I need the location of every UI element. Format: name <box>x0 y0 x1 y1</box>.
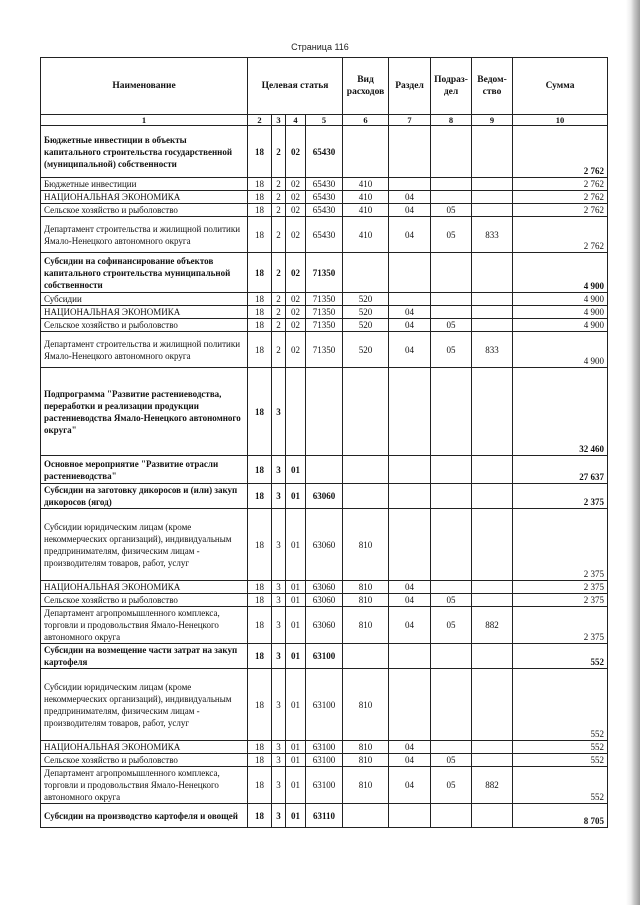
cell-razdel <box>389 509 431 581</box>
index-cell: 1 <box>41 115 248 126</box>
cell-c1: 18 <box>248 293 272 306</box>
cell-name: Департамент строительства и жилищной политики Ямало-Ненецкого автономного округа <box>41 217 248 253</box>
cell-name: Департамент агропромышленного комплекса, торговли и продовольствия Ямало-Ненецкого автономного округа <box>41 767 248 804</box>
cell-podrazdel <box>431 741 472 754</box>
cell-sum: 2 762 <box>513 204 608 217</box>
cell-razdel <box>389 804 431 828</box>
cell-name: Субсидии на заготовку дикоросов и (или) закуп дикоросов (ягод) <box>41 484 248 509</box>
cell-razdel: 04 <box>389 306 431 319</box>
table-row <box>41 178 608 191</box>
cell-c1: 18 <box>248 191 272 204</box>
cell-ved <box>472 741 513 754</box>
table-body <box>41 126 608 828</box>
header-name: Наименование <box>41 58 248 115</box>
cell-razdel: 04 <box>389 217 431 253</box>
cell-ved <box>472 368 513 456</box>
cell-podrazdel <box>431 509 472 581</box>
cell-c3: 02 <box>286 191 306 204</box>
cell-razdel: 04 <box>389 607 431 644</box>
index-row <box>41 115 608 126</box>
cell-c2: 3 <box>272 456 286 484</box>
cell-razdel: 04 <box>389 581 431 594</box>
cell-vid: 520 <box>343 332 389 368</box>
cell-razdel <box>389 293 431 306</box>
cell-podrazdel: 05 <box>431 594 472 607</box>
cell-name: Субсидии на возмещение части затрат на закуп картофеля <box>41 644 248 669</box>
cell-ved <box>472 178 513 191</box>
cell-vid: 410 <box>343 191 389 204</box>
cell-c3: 01 <box>286 607 306 644</box>
cell-c2: 2 <box>272 126 286 178</box>
cell-c1: 18 <box>248 306 272 319</box>
table-row <box>41 204 608 217</box>
cell-c2: 2 <box>272 217 286 253</box>
cell-c3: 02 <box>286 306 306 319</box>
cell-c4: 71350 <box>306 293 343 306</box>
cell-c3: 02 <box>286 217 306 253</box>
cell-name: Субсидии юридическим лицам (кроме некоммерческих организаций), индивидуальным предпринимателям, физическим лицам - производителям товаров, работ, услуг <box>41 669 248 741</box>
cell-ved <box>472 754 513 767</box>
cell-name: Департамент агропромышленного комплекса, торговли и продовольствия Ямало-Ненецкого автономного округа <box>41 607 248 644</box>
table-row <box>41 509 608 581</box>
cell-podrazdel: 05 <box>431 754 472 767</box>
cell-ved <box>472 253 513 293</box>
table-row <box>41 581 608 594</box>
cell-c4: 71350 <box>306 332 343 368</box>
cell-razdel <box>389 178 431 191</box>
cell-c2: 3 <box>272 754 286 767</box>
cell-razdel <box>389 456 431 484</box>
cell-razdel: 04 <box>389 204 431 217</box>
cell-c2: 3 <box>272 669 286 741</box>
cell-ved <box>472 306 513 319</box>
cell-podrazdel <box>431 126 472 178</box>
cell-c1: 18 <box>248 217 272 253</box>
cell-name: НАЦИОНАЛЬНАЯ ЭКОНОМИКА <box>41 581 248 594</box>
cell-podrazdel: 05 <box>431 607 472 644</box>
cell-c1: 18 <box>248 607 272 644</box>
cell-vid: 410 <box>343 178 389 191</box>
cell-name: Бюджетные инвестиции в объекты капитального строительства государственной (муниципальной) собственности <box>41 126 248 178</box>
cell-c4: 63060 <box>306 607 343 644</box>
cell-ved <box>472 456 513 484</box>
cell-c4: 63100 <box>306 767 343 804</box>
cell-name: НАЦИОНАЛЬНАЯ ЭКОНОМИКА <box>41 191 248 204</box>
cell-c3: 01 <box>286 484 306 509</box>
cell-c2: 2 <box>272 319 286 332</box>
cell-c4: 63060 <box>306 581 343 594</box>
cell-c2: 3 <box>272 368 286 456</box>
header-vedomstvo: Ведом-ство <box>472 58 513 115</box>
cell-c2: 2 <box>272 306 286 319</box>
cell-sum: 32 460 <box>513 368 608 456</box>
cell-sum: 552 <box>513 754 608 767</box>
header-row <box>41 58 608 115</box>
cell-sum: 2 762 <box>513 217 608 253</box>
cell-vid <box>343 126 389 178</box>
cell-name: Департамент строительства и жилищной политики Ямало-Ненецкого автономного округа <box>41 332 248 368</box>
cell-podrazdel <box>431 368 472 456</box>
cell-c3: 01 <box>286 581 306 594</box>
cell-c1: 18 <box>248 804 272 828</box>
cell-c3: 01 <box>286 509 306 581</box>
cell-podrazdel <box>431 293 472 306</box>
table-row <box>41 368 608 456</box>
cell-ved <box>472 204 513 217</box>
table-row <box>41 306 608 319</box>
cell-c2: 2 <box>272 253 286 293</box>
cell-c3: 02 <box>286 332 306 368</box>
cell-name: Сельское хозяйство и рыболовство <box>41 754 248 767</box>
table-row <box>41 669 608 741</box>
cell-c2: 2 <box>272 178 286 191</box>
cell-razdel <box>389 126 431 178</box>
cell-name: Сельское хозяйство и рыболовство <box>41 594 248 607</box>
cell-c1: 18 <box>248 204 272 217</box>
cell-vid: 810 <box>343 607 389 644</box>
cell-name: Субсидии юридическим лицам (кроме некоммерческих организаций), индивидуальным предпринимателям, физическим лицам - производителям товаров, работ, услуг <box>41 509 248 581</box>
cell-c1: 18 <box>248 178 272 191</box>
cell-c1: 18 <box>248 594 272 607</box>
scan-edge-shadow <box>626 0 640 905</box>
cell-podrazdel <box>431 644 472 669</box>
cell-c2: 3 <box>272 767 286 804</box>
cell-c3: 02 <box>286 126 306 178</box>
cell-ved <box>472 484 513 509</box>
cell-name: Сельское хозяйство и рыболовство <box>41 319 248 332</box>
cell-c4: 71350 <box>306 319 343 332</box>
cell-ved: 882 <box>472 767 513 804</box>
cell-c4: 63060 <box>306 594 343 607</box>
cell-podrazdel <box>431 669 472 741</box>
cell-name: Субсидии на производство картофеля и овощей <box>41 804 248 828</box>
cell-sum: 552 <box>513 669 608 741</box>
cell-vid: 810 <box>343 767 389 804</box>
cell-c4: 63100 <box>306 644 343 669</box>
cell-c2: 2 <box>272 204 286 217</box>
cell-c4: 63060 <box>306 509 343 581</box>
cell-c3: 02 <box>286 319 306 332</box>
cell-sum: 4 900 <box>513 253 608 293</box>
table-row <box>41 594 608 607</box>
table-row <box>41 191 608 204</box>
cell-c3 <box>286 368 306 456</box>
header-target: Целевая статья <box>248 58 343 115</box>
cell-c4: 65430 <box>306 126 343 178</box>
cell-c4 <box>306 456 343 484</box>
cell-podrazdel: 05 <box>431 319 472 332</box>
table-row <box>41 741 608 754</box>
cell-c3: 01 <box>286 754 306 767</box>
cell-sum: 27 637 <box>513 456 608 484</box>
cell-ved <box>472 293 513 306</box>
cell-name: Сельское хозяйство и рыболовство <box>41 204 248 217</box>
cell-ved: 833 <box>472 217 513 253</box>
table-row <box>41 804 608 828</box>
table-row <box>41 484 608 509</box>
cell-razdel <box>389 644 431 669</box>
cell-ved <box>472 669 513 741</box>
table-row <box>41 754 608 767</box>
cell-razdel: 04 <box>389 332 431 368</box>
cell-ved: 833 <box>472 332 513 368</box>
cell-name: Основное мероприятие "Развитие отрасли растениеводства" <box>41 456 248 484</box>
table-row <box>41 253 608 293</box>
cell-razdel <box>389 669 431 741</box>
cell-podrazdel <box>431 191 472 204</box>
cell-c1: 18 <box>248 767 272 804</box>
cell-sum: 2 762 <box>513 178 608 191</box>
cell-c3: 02 <box>286 204 306 217</box>
cell-c3: 01 <box>286 594 306 607</box>
table-row <box>41 293 608 306</box>
cell-c1: 18 <box>248 319 272 332</box>
cell-sum: 552 <box>513 767 608 804</box>
cell-vid <box>343 804 389 828</box>
cell-c1: 18 <box>248 368 272 456</box>
cell-podrazdel: 05 <box>431 204 472 217</box>
cell-sum: 2 375 <box>513 581 608 594</box>
cell-c1: 18 <box>248 509 272 581</box>
cell-podrazdel: 05 <box>431 767 472 804</box>
cell-ved <box>472 804 513 828</box>
cell-c1: 18 <box>248 126 272 178</box>
cell-c3: 01 <box>286 767 306 804</box>
cell-c3: 01 <box>286 741 306 754</box>
cell-vid: 810 <box>343 741 389 754</box>
cell-razdel: 04 <box>389 754 431 767</box>
cell-name: НАЦИОНАЛЬНАЯ ЭКОНОМИКА <box>41 741 248 754</box>
cell-razdel: 04 <box>389 594 431 607</box>
cell-c1: 18 <box>248 669 272 741</box>
cell-c2: 3 <box>272 607 286 644</box>
cell-razdel: 04 <box>389 191 431 204</box>
index-cell: 4 <box>286 115 306 126</box>
index-cell: 8 <box>431 115 472 126</box>
cell-ved <box>472 191 513 204</box>
cell-c3: 01 <box>286 456 306 484</box>
cell-sum: 4 900 <box>513 319 608 332</box>
cell-vid: 520 <box>343 306 389 319</box>
header-podrazdel: Подраз-дел <box>431 58 472 115</box>
cell-c1: 18 <box>248 754 272 767</box>
cell-razdel: 04 <box>389 319 431 332</box>
cell-c3: 01 <box>286 669 306 741</box>
cell-ved <box>472 581 513 594</box>
cell-c4: 65430 <box>306 191 343 204</box>
index-cell: 6 <box>343 115 389 126</box>
cell-vid: 810 <box>343 594 389 607</box>
cell-sum: 4 900 <box>513 306 608 319</box>
cell-vid: 810 <box>343 581 389 594</box>
cell-podrazdel <box>431 253 472 293</box>
cell-sum: 4 900 <box>513 332 608 368</box>
cell-sum: 552 <box>513 644 608 669</box>
index-cell: 10 <box>513 115 608 126</box>
cell-c4: 63100 <box>306 741 343 754</box>
cell-c4: 71350 <box>306 306 343 319</box>
page-label: Страница 116 <box>291 42 349 52</box>
cell-c2: 2 <box>272 191 286 204</box>
cell-c1: 18 <box>248 741 272 754</box>
table-row <box>41 126 608 178</box>
cell-name: Подпрограмма "Развитие растениеводства, переработки и реализации продукции растениеводства Ямало-Ненецкого автономного округа" <box>41 368 248 456</box>
index-cell: 2 <box>248 115 272 126</box>
header-vid: Вид расходов <box>343 58 389 115</box>
cell-c2: 3 <box>272 581 286 594</box>
cell-c1: 18 <box>248 332 272 368</box>
cell-c3: 01 <box>286 644 306 669</box>
cell-vid <box>343 368 389 456</box>
cell-razdel <box>389 368 431 456</box>
cell-podrazdel <box>431 306 472 319</box>
cell-c2: 2 <box>272 293 286 306</box>
cell-c4: 65430 <box>306 204 343 217</box>
cell-c2: 3 <box>272 594 286 607</box>
cell-c4: 65430 <box>306 178 343 191</box>
cell-ved <box>472 126 513 178</box>
cell-c3: 01 <box>286 804 306 828</box>
cell-c1: 18 <box>248 456 272 484</box>
cell-vid: 520 <box>343 293 389 306</box>
cell-c4: 63100 <box>306 669 343 741</box>
cell-sum: 2 375 <box>513 509 608 581</box>
cell-c2: 3 <box>272 804 286 828</box>
cell-c3: 02 <box>286 293 306 306</box>
cell-c1: 18 <box>248 253 272 293</box>
cell-sum: 2 375 <box>513 607 608 644</box>
cell-c4: 65430 <box>306 217 343 253</box>
cell-podrazdel <box>431 581 472 594</box>
cell-podrazdel <box>431 456 472 484</box>
cell-c1: 18 <box>248 581 272 594</box>
cell-sum: 552 <box>513 741 608 754</box>
cell-razdel: 04 <box>389 741 431 754</box>
table-row <box>41 644 608 669</box>
cell-c4: 63110 <box>306 804 343 828</box>
index-cell: 7 <box>389 115 431 126</box>
cell-vid: 520 <box>343 319 389 332</box>
cell-c2: 3 <box>272 484 286 509</box>
cell-razdel <box>389 253 431 293</box>
cell-name: Субсидии на софинансирование объектов капитального строительства муниципальной собственности <box>41 253 248 293</box>
cell-c4: 63100 <box>306 754 343 767</box>
cell-razdel: 04 <box>389 767 431 804</box>
index-cell: 9 <box>472 115 513 126</box>
cell-c4 <box>306 368 343 456</box>
table-row <box>41 767 608 804</box>
table-row <box>41 217 608 253</box>
table-row <box>41 456 608 484</box>
index-cell: 5 <box>306 115 343 126</box>
cell-c2: 3 <box>272 644 286 669</box>
cell-c4: 71350 <box>306 253 343 293</box>
cell-c2: 3 <box>272 741 286 754</box>
cell-vid: 410 <box>343 204 389 217</box>
table-row <box>41 332 608 368</box>
cell-podrazdel <box>431 484 472 509</box>
cell-c1: 18 <box>248 644 272 669</box>
cell-sum: 2 762 <box>513 126 608 178</box>
cell-ved <box>472 644 513 669</box>
cell-vid <box>343 644 389 669</box>
cell-c2: 2 <box>272 332 286 368</box>
header-razdel: Раздел <box>389 58 431 115</box>
cell-vid: 410 <box>343 217 389 253</box>
cell-vid <box>343 253 389 293</box>
cell-podrazdel <box>431 804 472 828</box>
cell-podrazdel: 05 <box>431 217 472 253</box>
cell-name: Субсидии <box>41 293 248 306</box>
header-summa: Сумма <box>513 58 608 115</box>
cell-c3: 02 <box>286 253 306 293</box>
table-row <box>41 319 608 332</box>
cell-c4: 63060 <box>306 484 343 509</box>
cell-ved <box>472 319 513 332</box>
table-row <box>41 607 608 644</box>
cell-ved: 882 <box>472 607 513 644</box>
cell-vid <box>343 484 389 509</box>
cell-vid: 810 <box>343 669 389 741</box>
cell-ved <box>472 509 513 581</box>
cell-vid: 810 <box>343 754 389 767</box>
cell-sum: 8 705 <box>513 804 608 828</box>
cell-sum: 4 900 <box>513 293 608 306</box>
cell-vid <box>343 456 389 484</box>
cell-name: НАЦИОНАЛЬНАЯ ЭКОНОМИКА <box>41 306 248 319</box>
budget-table <box>40 57 608 828</box>
cell-ved <box>472 594 513 607</box>
cell-podrazdel <box>431 178 472 191</box>
cell-c1: 18 <box>248 484 272 509</box>
cell-c2: 3 <box>272 509 286 581</box>
cell-podrazdel: 05 <box>431 332 472 368</box>
cell-sum: 2 375 <box>513 484 608 509</box>
cell-sum: 2 375 <box>513 594 608 607</box>
cell-vid: 810 <box>343 509 389 581</box>
cell-c3: 02 <box>286 178 306 191</box>
cell-name: Бюджетные инвестиции <box>41 178 248 191</box>
cell-sum: 2 762 <box>513 191 608 204</box>
index-cell: 3 <box>272 115 286 126</box>
cell-razdel <box>389 484 431 509</box>
